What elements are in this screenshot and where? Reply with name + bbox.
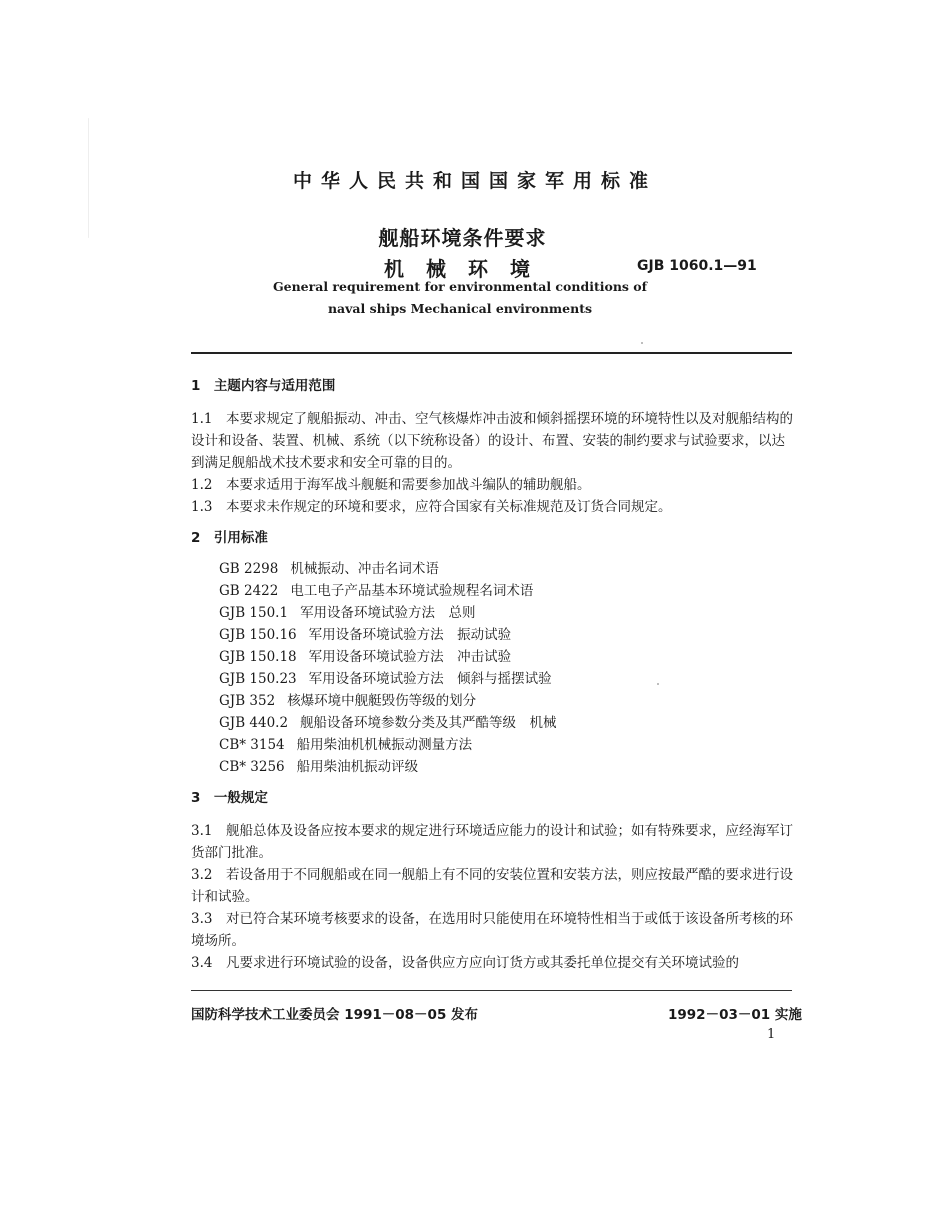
standard-code: GJB 1060.1—91 bbox=[637, 258, 757, 274]
clause-3-3: 3.3 对已符合某环境考核要求的设备，在选用时只能使用在环境特性相当于或低于该设备所考核的环境场所。 bbox=[191, 911, 793, 949]
reference-item: GJB 150.18 军用设备环境试验方法 冲击试验 bbox=[219, 649, 512, 665]
document-title: 舰船环境条件要求 bbox=[378, 226, 547, 250]
standard-header: 中华人民共和国国家军用标准 bbox=[292, 170, 657, 192]
reference-item: GJB 150.1 军用设备环境试验方法 总则 bbox=[219, 605, 476, 621]
reference-item: GJB 150.16 军用设备环境试验方法 振动试验 bbox=[219, 627, 512, 643]
reference-item: CB* 3256 船用柴油机振动评级 bbox=[219, 759, 419, 775]
clause-1-3: 1.3 本要求未作规定的环境和要求，应符合国家有关标准规范及订货合同规定。 bbox=[191, 499, 672, 515]
reference-item: GB 2422 电工电子产品基本环境试验规程名词术语 bbox=[219, 583, 534, 599]
document-subtitle: 机械环境 bbox=[384, 257, 552, 281]
clause-3-4: 3.4 凡要求进行环境试验的设备，设备供应方应向订货方或其委托单位提交有关环境试验的 bbox=[191, 955, 739, 971]
document-body bbox=[191, 375, 796, 974]
scan-streak bbox=[88, 118, 89, 238]
reference-list bbox=[219, 558, 796, 778]
clause-3-2: 3.2 若设备用于不同舰船或在同一舰船上有不同的安装位置和安装方法，则应按最严酷的要求进行设计和试验。 bbox=[191, 867, 793, 905]
clause-1-1: 1.1 本要求规定了舰船振动、冲击、空气核爆炸冲击波和倾斜摇摆环境的环境特性以及对舰船结构的设计和设备、装置、机械、系统（以下统称设备）的设计、布置、安装的制约要求与试验要求，以达到满足舰船战术技术要求和安全可靠的目的。 bbox=[191, 411, 793, 471]
english-title-line-2: naval ships Mechanical environments bbox=[327, 301, 593, 316]
page-number: 1 bbox=[767, 1027, 776, 1042]
reference-item: GJB 352 核爆环境中舰艇毁伤等级的划分 bbox=[219, 693, 477, 709]
scan-speck bbox=[641, 342, 643, 344]
footer-divider bbox=[191, 990, 792, 991]
top-divider bbox=[191, 352, 792, 354]
reference-item: GJB 440.2 舰船设备环境参数分类及其严酷等级 机械 bbox=[219, 715, 557, 731]
section-2-heading: 2 引用标准 bbox=[191, 530, 268, 546]
section-3-heading: 3 一般规定 bbox=[191, 790, 268, 806]
english-title-line-1: General requirement for environmental conditions of bbox=[272, 279, 648, 294]
reference-item: CB* 3154 船用柴油机机械振动测量方法 bbox=[219, 737, 473, 753]
reference-item: GJB 150.23 军用设备环境试验方法 倾斜与摇摆试验 bbox=[219, 671, 552, 687]
reference-item: GB 2298 机械振动、冲击名词术语 bbox=[219, 561, 439, 577]
issue-date: 国防科学技术工业委员会 1991－08－05 发布 bbox=[191, 1007, 479, 1023]
clause-1-2: 1.2 本要求适用于海军战斗舰艇和需要参加战斗编队的辅助舰船。 bbox=[191, 477, 591, 493]
clause-3-1: 3.1 舰船总体及设备应按本要求的规定进行环境适应能力的设计和试验；如有特殊要求，应经海军订货部门批准。 bbox=[191, 823, 793, 861]
implementation-date: 1992－03－01 实施 bbox=[668, 1007, 802, 1023]
scan-speck bbox=[657, 683, 659, 685]
section-1-heading: 1 主题内容与适用范围 bbox=[191, 378, 336, 394]
